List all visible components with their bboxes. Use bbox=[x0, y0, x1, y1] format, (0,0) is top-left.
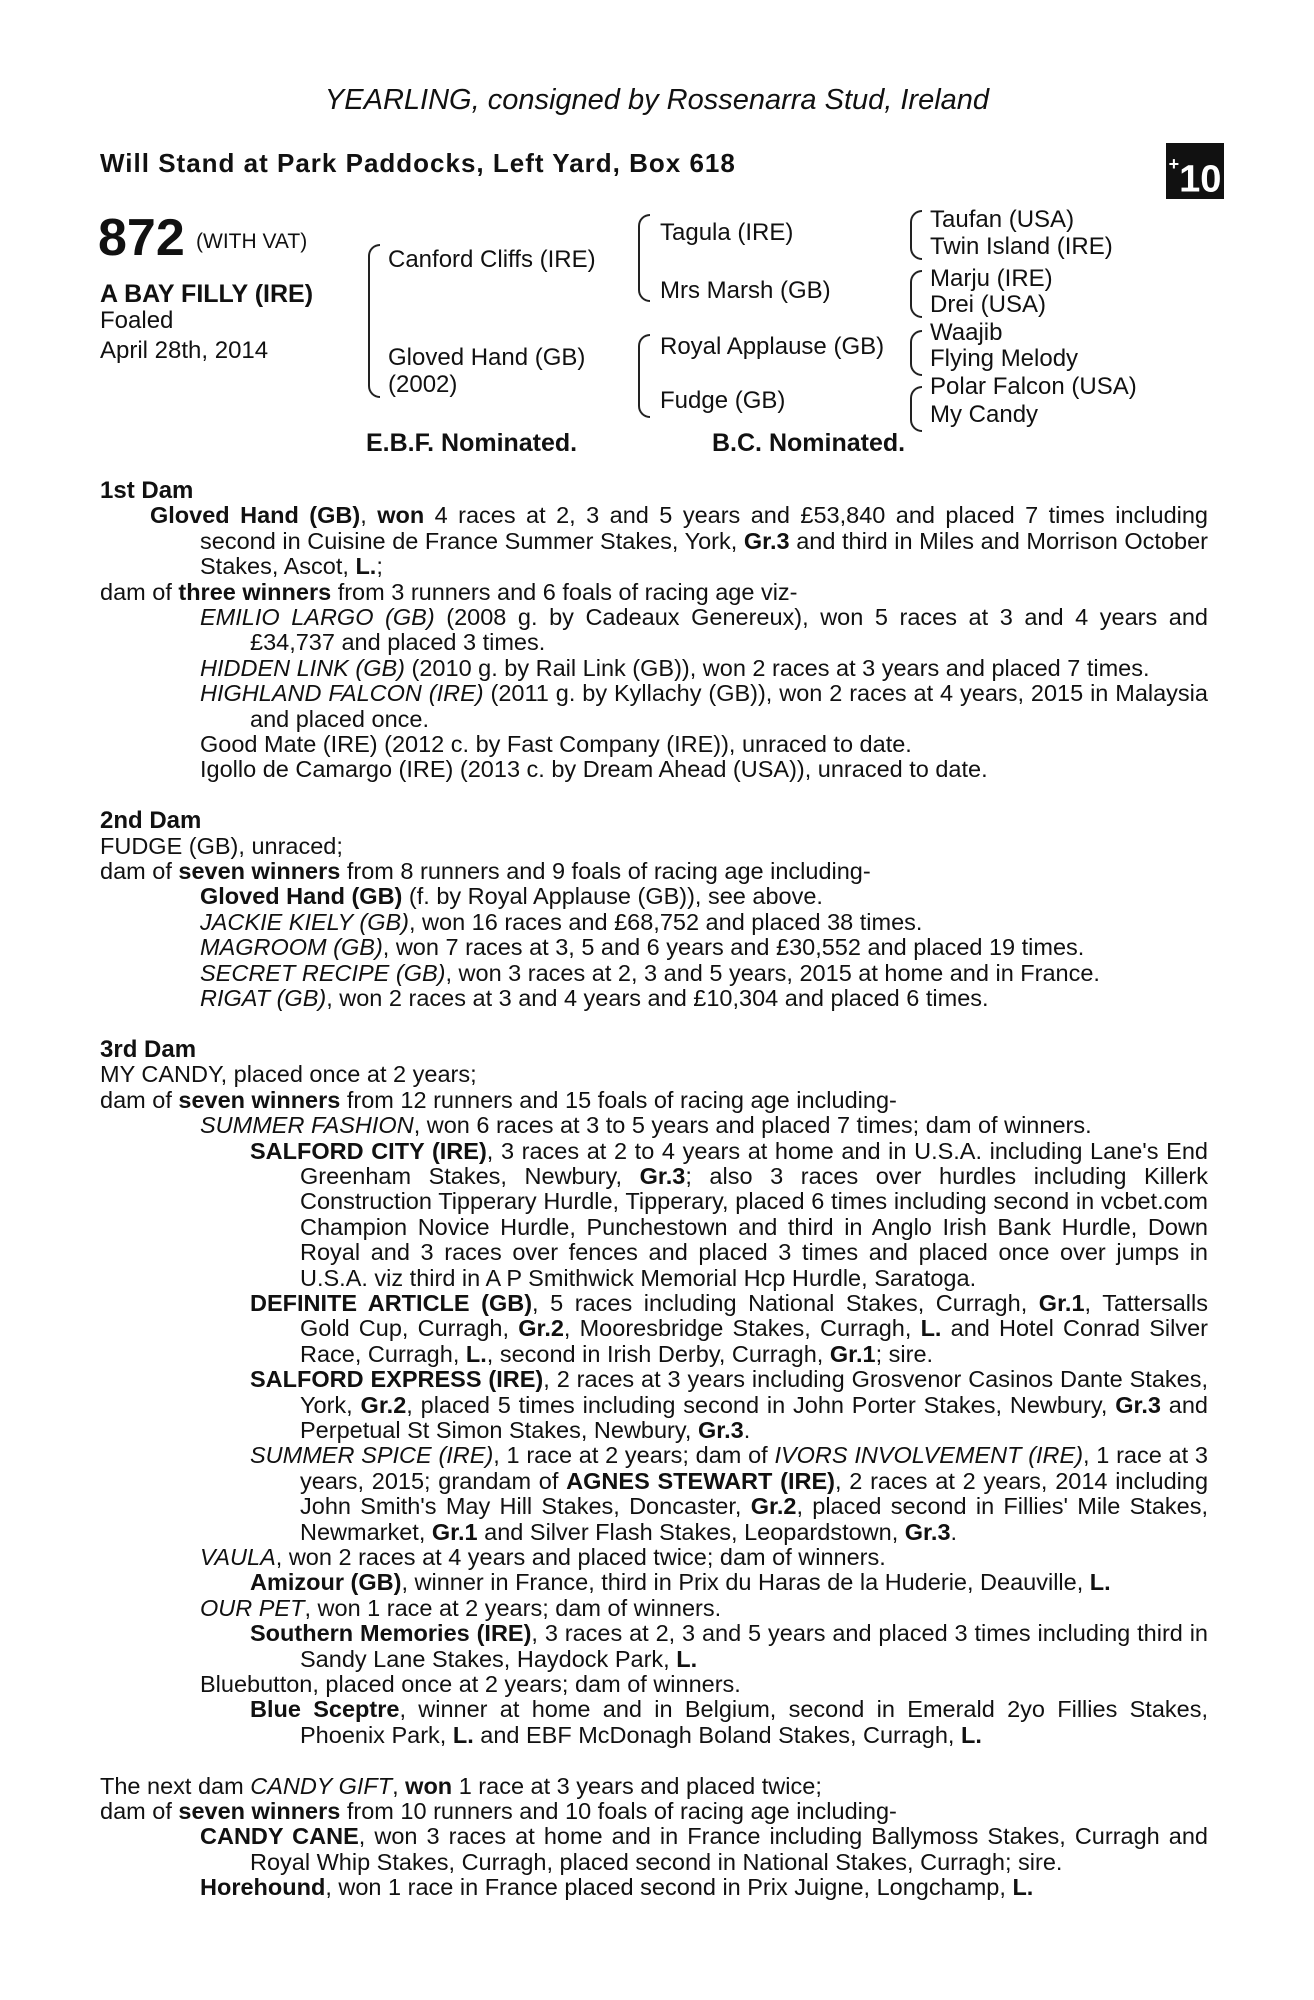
grandsire-6: Flying Melody bbox=[930, 345, 1079, 372]
progeny-entry: Good Mate (IRE) (2012 c. by Fast Company (IRE)), unraced to date. bbox=[200, 731, 912, 758]
grandsire-5: Waajib bbox=[930, 319, 1003, 346]
sire-dam: Mrs Marsh (GB) bbox=[660, 277, 831, 304]
next-dam-record: The next dam CANDY GIFT, won 1 race at 3 years and placed twice; bbox=[100, 1772, 822, 1799]
ebf-nominated: E.B.F. Nominated. bbox=[366, 429, 578, 457]
bc-nominated: B.C. Nominated. bbox=[712, 429, 906, 457]
grand-progeny-entry: Amizour (GB), winner in France, third in Prix du Haras de la Huderie, Deauville, L. bbox=[250, 1569, 1111, 1596]
dam-sire: Royal Applause (GB) bbox=[660, 333, 885, 360]
progeny-entry: Igollo de Camargo (IRE) (2013 c. by Dream Ahead (USA)), unraced to date. bbox=[200, 756, 988, 783]
second-dam-heading: 2nd Dam bbox=[100, 807, 202, 835]
badge-number: 10 bbox=[1179, 158, 1222, 201]
vat-note: (WITH VAT) bbox=[196, 230, 308, 253]
sire: Canford Cliffs (IRE) bbox=[388, 246, 596, 273]
progeny-entry: MAGROOM (GB), won 7 races at 3, 5 and 6 years and £30,552 and placed 19 times. bbox=[200, 934, 1085, 961]
second-dam-produce-summary: dam of seven winners from 8 runners and 9 foals of racing age including- bbox=[100, 858, 871, 885]
grandsire-3: Marju (IRE) bbox=[930, 265, 1053, 292]
grand-progeny-entry: Southern Memories (IRE), 3 races at 2, 3 and 5 years and placed 3 times including third in Sandy Lane Stakes, Haydock Park, L. bbox=[250, 1620, 1208, 1672]
progeny-entry: Gloved Hand (GB) (f. by Royal Applause (GB)), see above. bbox=[200, 883, 823, 910]
pedigree-brace bbox=[368, 244, 380, 398]
first-dam-produce-summary: dam of three winners from 3 runners and 6 foals of racing age viz- bbox=[100, 578, 798, 605]
badge-plus: + bbox=[1168, 154, 1180, 174]
grand-progeny-entry: SALFORD EXPRESS (IRE), 2 races at 3 years including Grosvenor Casinos Dante Stakes, York, Gr.2, placed 5 times including second in John Porter Stakes, Newbury, Gr.3 and Perpetual St Simon Stakes, Newbury, Gr.3. bbox=[250, 1366, 1209, 1443]
pedigree-brace bbox=[910, 210, 922, 260]
sire-sire: Tagula (IRE) bbox=[660, 219, 794, 246]
first-dam-record: Gloved Hand (GB), won 4 races at 2, 3 and 5 years and £53,840 and placed 7 times including second in Cuisine de France Summer Stakes, York, Gr.3 and third in Miles and Morrison October Stakes, Ascot, L.; bbox=[150, 502, 1208, 580]
grand-progeny-entry: SALFORD CITY (IRE), 3 races at 2 to 4 years at home and in U.S.A. including Lane's End Greenham Stakes, Newbury, Gr.3; also 3 races over hurdles including Killerk Construction Tipperary Hurdle, Tipperary, placed 6 times including second in vcbet.com Champion Novice Hurdle, Punchestown and third in Anglo Irish Bank Hurdle, Down Royal and 3 races over fences and placed 3 times and placed once over jumps in U.S.A. viz third in A P Smithwick Memorial Hcp Hurdle, Saratoga. bbox=[250, 1137, 1208, 1291]
grandsire-8: My Candy bbox=[930, 401, 1039, 428]
progeny-entry: VAULA, won 2 races at 4 years and placed twice; dam of winners. bbox=[200, 1544, 886, 1571]
progeny-entry: HIDDEN LINK (GB) (2010 g. by Rail Link (GB)), won 2 races at 3 years and placed 7 times. bbox=[200, 654, 1150, 681]
next-dam-produce-summary: dam of seven winners from 10 runners and 10 foals of racing age including- bbox=[100, 1798, 897, 1825]
dam-year: (2002) bbox=[388, 371, 458, 398]
progeny-entry: SUMMER FASHION, won 6 races at 3 to 5 years and placed 7 times; dam of winners. bbox=[200, 1112, 1092, 1139]
stand-location: Will Stand at Park Paddocks, Left Yard, Box 618 bbox=[100, 148, 736, 178]
grand-progeny-entry: SUMMER SPICE (IRE), 1 race at 2 years; dam of IVORS INVOLVEMENT (IRE), 1 race at 3 years, 2015; grandam of AGNES STEWART (IRE), 2 races at 2 years, 2014 including John Smith's May Hill Stakes, Doncaster, Gr.2, placed second in Fillies' Mile Stakes, Newmarket, Gr.1 and Silver Flash Stakes, Leopardstown, Gr.3. bbox=[250, 1442, 1209, 1545]
grandsire-2: Twin Island (IRE) bbox=[930, 233, 1113, 260]
progeny-entry: HIGHLAND FALCON (IRE) (2011 g. by Kyllachy (GB)), won 2 races at 4 years, 2015 in Malaysia and placed once. bbox=[200, 680, 1208, 732]
pedigree-brace bbox=[638, 334, 650, 418]
progeny-entry: RIGAT (GB), won 2 races at 3 and 4 years and £10,304 and placed 6 times. bbox=[200, 985, 989, 1012]
progeny-entry: OUR PET, won 1 race at 2 years; dam of winners. bbox=[200, 1594, 722, 1621]
first-dam-heading: 1st Dam bbox=[100, 477, 194, 504]
grandsire-1: Taufan (USA) bbox=[930, 206, 1075, 233]
lot-badge bbox=[1166, 143, 1224, 199]
foaled-info bbox=[100, 306, 268, 366]
grandsire-4: Drei (USA) bbox=[930, 291, 1047, 318]
third-dam-record: MY CANDY, placed once at 2 years; bbox=[100, 1061, 477, 1088]
foaled-date: April 28th, 2014 bbox=[100, 337, 269, 364]
progeny-entry: CANDY CANE, won 3 races at home and in France including Ballymoss Stakes, Curragh and Royal Whip Stakes, Curragh, placed second in National Stakes, Curragh; sire. bbox=[200, 1823, 1208, 1875]
dam-dam: Fudge (GB) bbox=[660, 387, 786, 414]
progeny-entry: JACKIE KIELY (GB), won 16 races and £68,752 and placed 38 times. bbox=[200, 908, 923, 935]
foaled-label: Foaled bbox=[100, 307, 174, 334]
progeny-entry: SECRET RECIPE (GB), won 3 races at 2, 3 and 5 years, 2015 at home and in France. bbox=[200, 959, 1100, 986]
grand-progeny-entry: Blue Sceptre, winner at home and in Belgium, second in Emerald 2yo Fillies Stakes, Phoenix Park, L. and EBF McDonagh Boland Stakes, Curragh, L. bbox=[250, 1696, 1208, 1748]
grand-progeny-entry: DEFINITE ARTICLE (GB), 5 races including National Stakes, Curragh, Gr.1, Tattersalls Gold Cup, Curragh, Gr.2, Mooresbridge Stakes, Curragh, L. and Hotel Conrad Silver Race, Curragh, L., second in Irish Derby, Curragh, Gr.1; sire. bbox=[250, 1289, 1209, 1367]
second-dam-record: FUDGE (GB), unraced; bbox=[100, 832, 343, 859]
consignment-line: YEARLING, consigned by Rossenarra Stud, Ireland bbox=[324, 84, 990, 116]
pedigree-brace bbox=[910, 386, 922, 432]
pedigree-brace bbox=[910, 330, 922, 376]
pedigree-brace bbox=[910, 270, 922, 318]
progeny-entry: Bluebutton, placed once at 2 years; dam of winners. bbox=[200, 1671, 741, 1698]
progeny-entry: Horehound, won 1 race in France placed second in Prix Juigne, Longchamp, L. bbox=[200, 1874, 1034, 1901]
progeny-entry: EMILIO LARGO (GB) (2008 g. by Cadeaux Genereux), won 5 races at 3 and 4 years and £34,737 and placed 3 times. bbox=[200, 604, 1208, 656]
catalogue-body bbox=[100, 478, 1208, 1901]
third-dam-produce-summary: dam of seven winners from 12 runners and 15 foals of racing age including- bbox=[100, 1086, 897, 1113]
pedigree-brace bbox=[638, 214, 650, 302]
dam: Gloved Hand (GB) bbox=[388, 344, 586, 371]
lot-description: A BAY FILLY (IRE) bbox=[100, 280, 314, 308]
grandsire-7: Polar Falcon (USA) bbox=[930, 373, 1137, 400]
lot-number: 872 bbox=[98, 209, 185, 267]
third-dam-heading: 3rd Dam bbox=[100, 1035, 197, 1063]
